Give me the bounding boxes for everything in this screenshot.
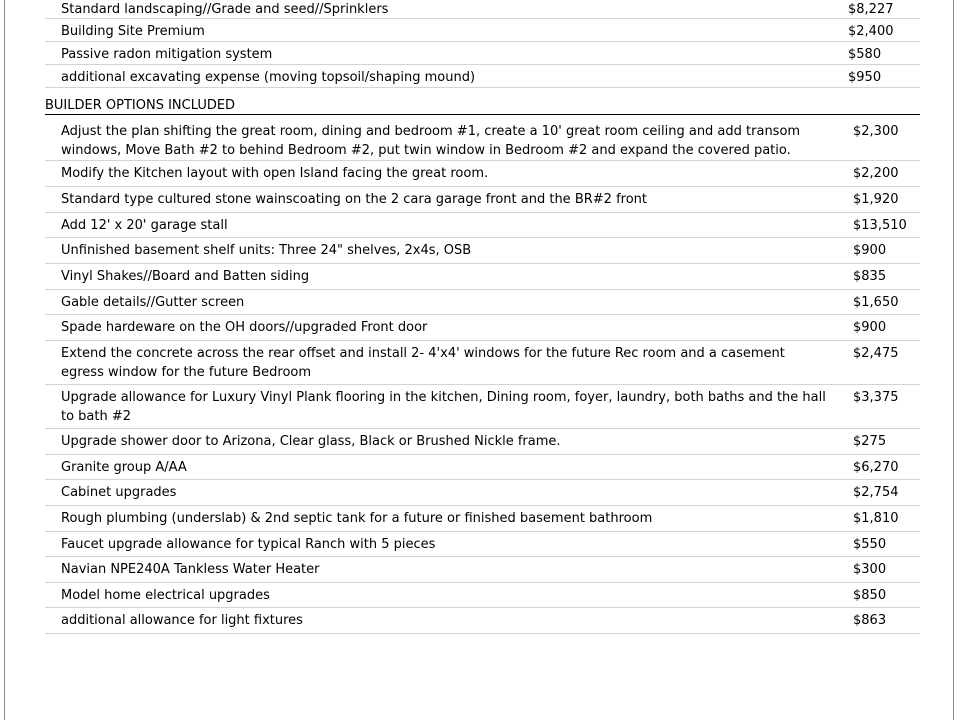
item-price: $863 bbox=[853, 613, 887, 628]
table-row bbox=[45, 480, 920, 506]
builder-options-list bbox=[45, 119, 920, 634]
table-row bbox=[45, 290, 920, 315]
item-description: additional allowance for light fixtures bbox=[61, 613, 303, 628]
table-row bbox=[45, 315, 920, 341]
item-price: $835 bbox=[853, 269, 887, 284]
item-price: $580 bbox=[848, 47, 882, 62]
table-row bbox=[45, 161, 920, 187]
item-price: $1,920 bbox=[853, 192, 899, 207]
item-description: Extend the concrete across the rear offset and install 2- 4'x4' windows for the future Rec room and a casement egress window for the future Bedroom bbox=[61, 346, 785, 380]
item-description: Upgrade allowance for Luxury Vinyl Plank flooring in the kitchen, Dining room, foyer, laundry, both baths and the hall to bath #2 bbox=[61, 390, 826, 424]
item-price: $275 bbox=[853, 434, 887, 449]
table-row bbox=[45, 532, 920, 557]
table-row bbox=[45, 0, 920, 19]
item-description: Faucet upgrade allowance for typical Ranch with 5 pieces bbox=[61, 537, 436, 552]
item-price: $950 bbox=[848, 70, 882, 85]
table-row bbox=[45, 65, 920, 88]
table-row bbox=[45, 19, 920, 42]
item-price: $3,375 bbox=[853, 390, 899, 405]
item-description: Gable details//Gutter screen bbox=[61, 295, 245, 310]
item-description: Model home electrical upgrades bbox=[61, 588, 270, 603]
item-description: Rough plumbing (underslab) & 2nd septic tank for a future or finished basement bathroom bbox=[61, 511, 653, 526]
table-row bbox=[45, 385, 920, 429]
item-description: additional excavating expense (moving topsoil/shaping mound) bbox=[61, 70, 476, 85]
item-price: $13,510 bbox=[853, 218, 907, 233]
item-description: Passive radon mitigation system bbox=[61, 47, 273, 62]
item-price: $2,400 bbox=[848, 24, 894, 39]
table-row bbox=[45, 264, 920, 290]
item-description: Navian NPE240A Tankless Water Heater bbox=[61, 562, 320, 577]
item-price: $550 bbox=[853, 537, 887, 552]
item-description: Adjust the plan shifting the great room, dining and bedroom #1, create a 10' great room ceiling and add transom windows, Move Bath #2 to behind Bedroom #2, put twin window in Bedroom #2 and expand the covered patio. bbox=[61, 124, 801, 158]
item-description: Standard type cultured stone wainscoating on the 2 cara garage front and the BR#2 front bbox=[61, 192, 647, 207]
table-row bbox=[45, 213, 920, 238]
item-price: $850 bbox=[853, 588, 887, 603]
item-price: $300 bbox=[853, 562, 887, 577]
item-description: Vinyl Shakes//Board and Batten siding bbox=[61, 269, 310, 284]
table-row bbox=[45, 341, 920, 385]
table-row bbox=[45, 119, 920, 161]
item-description: Add 12' x 20' garage stall bbox=[61, 218, 228, 233]
table-row bbox=[45, 238, 920, 264]
table-row bbox=[45, 608, 920, 634]
table-row bbox=[45, 583, 920, 608]
item-price: $2,200 bbox=[853, 166, 899, 181]
item-price: $6,270 bbox=[853, 460, 899, 475]
item-price: $2,475 bbox=[853, 346, 899, 361]
item-description: Granite group A/AA bbox=[61, 460, 187, 475]
item-price: $900 bbox=[853, 320, 887, 335]
table-row bbox=[45, 506, 920, 532]
item-price: $1,650 bbox=[853, 295, 899, 310]
item-description: Building Site Premium bbox=[61, 24, 205, 39]
page-border-right bbox=[953, 0, 954, 720]
item-price: $8,227 bbox=[848, 2, 894, 17]
table-row bbox=[45, 455, 920, 480]
item-description: Upgrade shower door to Arizona, Clear glass, Black or Brushed Nickle frame. bbox=[61, 434, 561, 449]
table-row bbox=[45, 187, 920, 213]
section-title: BUILDER OPTIONS INCLUDED bbox=[45, 98, 920, 115]
item-description: Cabinet upgrades bbox=[61, 485, 177, 500]
item-price: $1,810 bbox=[853, 511, 899, 526]
item-price: $2,754 bbox=[853, 485, 899, 500]
item-description: Standard landscaping//Grade and seed//Sprinklers bbox=[61, 2, 389, 17]
table-row bbox=[45, 42, 920, 65]
top-items-list bbox=[45, 0, 920, 88]
page-border-left bbox=[4, 0, 5, 720]
item-description: Spade hardeware on the OH doors//upgraded Front door bbox=[61, 320, 428, 335]
item-price: $900 bbox=[853, 243, 887, 258]
item-price: $2,300 bbox=[853, 124, 899, 139]
table-row bbox=[45, 429, 920, 455]
item-description: Unfinished basement shelf units: Three 24" shelves, 2x4s, OSB bbox=[61, 243, 472, 258]
table-row bbox=[45, 557, 920, 583]
item-description: Modify the Kitchen layout with open Island facing the great room. bbox=[61, 166, 489, 181]
